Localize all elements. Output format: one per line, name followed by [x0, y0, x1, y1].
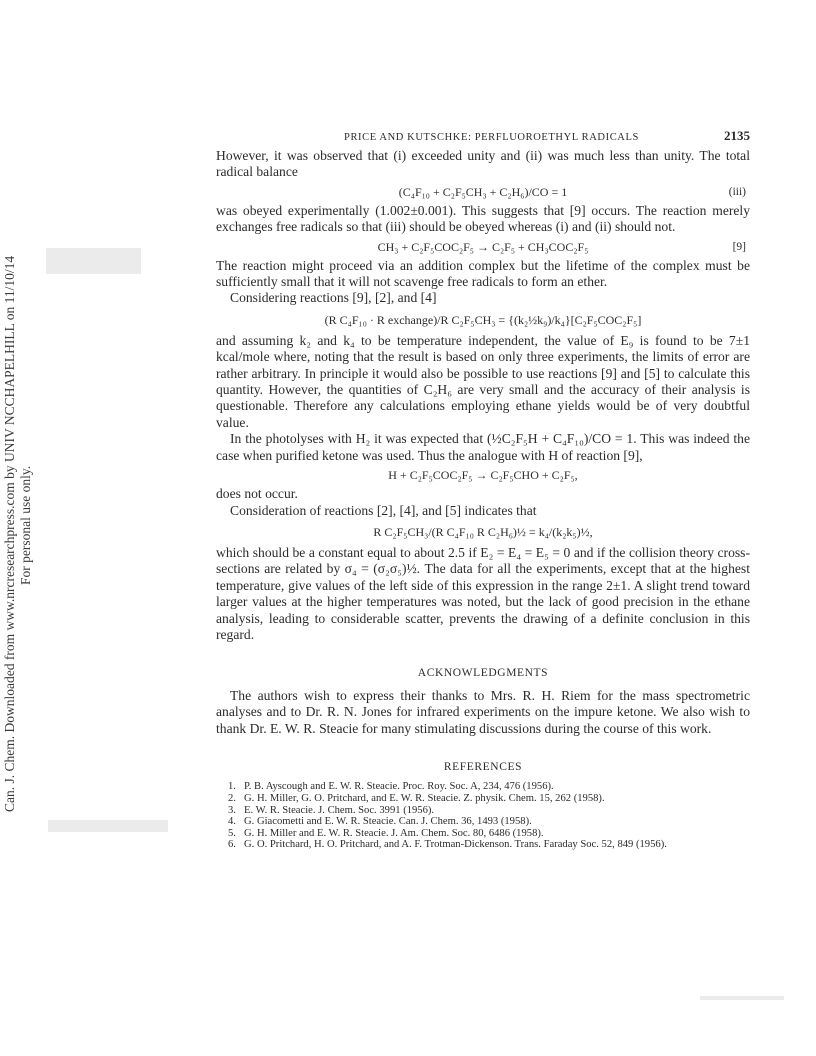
reference-number: 1. — [228, 781, 236, 793]
paragraph: does not occur. — [216, 486, 298, 502]
reference-item — [222, 828, 750, 840]
journal-page — [216, 128, 750, 851]
page-header — [216, 128, 750, 146]
equation-9 — [216, 236, 750, 258]
paragraph: was obeyed experimentally (1.002±0.001). This suggests that [9] occurs. The reaction merely exchanges free radicals so that (iii) should be obeyed whereas (i) and (ii) should not. — [216, 202, 750, 235]
paragraph: Consideration of reactions [2], [4], and [5] indicates that — [230, 502, 537, 518]
reference-text: G. Giacometti and E. W. R. Steacie. Can. J. Chem. 36, 1493 (1958). — [244, 816, 532, 828]
reference-item — [222, 793, 750, 805]
acknowledgments-text: The authors wish to express their thanks to Mrs. R. H. Riem for the mass spectrometric analyses and to Dr. R. N. Jones for infrared experiments on the impure ketone. We also wish to thank Dr. E. W. R. Steacie for many stimulating discussions during the course of this work. — [216, 687, 750, 736]
reference-number: 4. — [228, 816, 236, 828]
download-notice: Can. J. Chem. Downloaded from www.nrcresearchpress.com by UNIV NCCHAPELHILL on 11/10/14 — [2, 255, 17, 812]
reference-text: E. W. R. Steacie. J. Chem. Soc. 3991 (1956). — [244, 804, 435, 816]
equation-text: H + C₂F₅COC₂F₅ → C₂F₅CHO + C₂F₅, — [388, 468, 578, 483]
equation-h — [216, 464, 750, 486]
equation-number: [9] — [732, 240, 746, 253]
equation-text: R C₂F₅CH₃/(R C₄F₁₀ R C₂H₆)½ = k₄/(k₂k₅)½, — [373, 524, 593, 539]
equation-text: (R C₄F₁₀ · R exchange)/R C₂F₅CH₃ = {(k₂½k₉)/k₄}[C₂F₅COC₂F₅] — [324, 312, 642, 327]
references-heading: REFERENCES — [443, 760, 523, 773]
reference-number: 5. — [228, 827, 236, 839]
reference-text: G. H. Miller and E. W. R. Steacie. J. Am. Chem. Soc. 80, 6486 (1958). — [244, 827, 544, 839]
scan-speckle — [700, 996, 784, 1000]
equation-iii — [216, 181, 750, 203]
reference-number: 3. — [228, 804, 236, 816]
paragraph: In the photolyses with H₂ it was expected that (½C₂F₅H + C₄F₁₀)/CO = 1. This was indeed the case when purified ketone was used. Thus the analogue with H of reaction [9], — [216, 431, 750, 463]
equation-text: CH₃ + C₂F₅COC₂F₅ → C₂F₅ + CH₃COC₂F₅ — [377, 239, 589, 254]
acknowledgments-heading: ACKNOWLEDGMENTS — [417, 667, 549, 680]
reference-item — [222, 839, 750, 851]
paragraph: However, it was observed that (i) exceeded unity and (ii) was much less than unity. The total radical balance — [216, 148, 750, 180]
equation-ratio — [216, 519, 750, 545]
reference-number: 2. — [228, 792, 236, 804]
reference-text: G. H. Miller, G. O. Pritchard, and E. W. R. Steacie. Z. physik. Chem. 15, 262 (1958). — [244, 792, 605, 804]
download-watermark — [0, 0, 40, 1056]
reference-item — [222, 781, 750, 793]
equation-text: (C₄F₁₀ + C₂F₅CH₃ + C₂H₆)/CO = 1 — [398, 184, 568, 199]
reference-text: G. O. Pritchard, H. O. Pritchard, and A. F. Trotman-Dickenson. Trans. Faraday Soc. 52, 849 (1956). — [244, 839, 667, 851]
paragraph: and assuming k₂ and k₄ to be temperature independent, the value of E₉ is found to be 7±1 kcal/mole where, noting that the result is based on only three experiments, the limits of error are rather arbitrary. In principle it would also be possible to use reactions [9] and [5] to calculate this quantity. However, the quantities of C₂H₆ are very small and the accuracy of their analysis is questionable. Therefore any calculations employing ethane yields would be of very doubtful value. — [216, 332, 750, 430]
reference-text: P. B. Ayscough and E. W. R. Steacie. Proc. Roy. Soc. A, 234, 476 (1956). — [244, 781, 554, 793]
page-number: 2135 — [724, 128, 750, 143]
running-head: PRICE AND KUTSCHKE: PERFLUOROETHYL RADICALS — [344, 132, 639, 143]
equation-rate — [216, 307, 750, 333]
paragraph: Considering reactions [9], [2], and [4] — [230, 290, 437, 306]
references-list — [216, 781, 750, 851]
reference-item — [222, 805, 750, 817]
reference-item — [222, 816, 750, 828]
scan-speckle — [48, 820, 168, 832]
equation-number: (iii) — [728, 185, 746, 198]
reference-number: 6. — [228, 839, 236, 851]
paragraph: The reaction might proceed via an addition complex but the lifetime of the complex must be sufficiently small that it will not scavenge free radicals to form an ether. — [216, 257, 750, 290]
paragraph: which should be a constant equal to about 2.5 if E₂ = E₄ = E₅ = 0 and if the collision theory cross-sections are related by σ₄ = (σ₂σ₅)½. The data for all the experiments, except that at the highest temperature, give values of the left side of this expression in the range 2±1. A slight trend toward larger values at the higher temperatures was noted, but the lack of good precision in the ethane analysis, leading to considerable scatter, prevents the drawing of a definite conclusion in this regard. — [216, 544, 750, 642]
personal-use-notice: For personal use only. — [18, 465, 33, 585]
scan-speckle — [46, 248, 141, 274]
